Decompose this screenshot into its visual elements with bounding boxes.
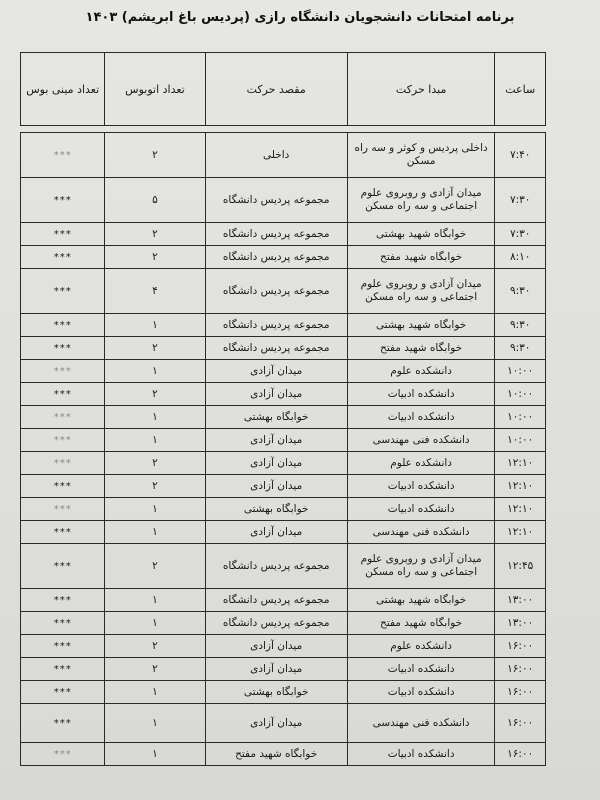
bus-count-cell: ۲ (105, 475, 205, 498)
minibus-placeholder: *** (53, 434, 72, 446)
time-cell: ۱۰:۰۰ (495, 360, 546, 383)
table-row (21, 246, 546, 269)
table-row (21, 743, 546, 766)
minibus-placeholder: *** (53, 194, 72, 206)
time-cell: ۸:۱۰ (495, 246, 546, 269)
header-time: ساعت (495, 53, 546, 126)
minibus-placeholder: *** (53, 640, 72, 652)
page-title: برنامه امتحانات دانشجویان دانشگاه رازی (پردیس باغ ابریشم) ۱۴۰۳ (85, 10, 515, 25)
bus-count-cell: ۲ (105, 544, 205, 589)
time-cell: ۱۲:۱۰ (495, 475, 546, 498)
time-cell: ۱۶:۰۰ (495, 681, 546, 704)
destination-cell: میدان آزادی (205, 521, 347, 544)
table-row (21, 269, 546, 314)
destination-cell: میدان آزادی (205, 383, 347, 406)
bus-count-cell: ۱ (105, 589, 205, 612)
header-bus-count: تعداد اتوبوس (105, 53, 205, 126)
minibus-count-cell (21, 681, 105, 704)
minibus-placeholder: *** (53, 526, 72, 538)
bus-count-cell: ۱ (105, 429, 205, 452)
destination-cell: مجموعه پردیس دانشگاه (205, 178, 347, 223)
time-cell: ۱۳:۰۰ (495, 589, 546, 612)
time-cell: ۱۲:۱۰ (495, 452, 546, 475)
origin-cell: خوابگاه شهید بهشتی (347, 223, 495, 246)
origin-cell: دانشکده علوم (347, 360, 495, 383)
header-gap (21, 126, 546, 133)
destination-cell: خوابگاه بهشتی (205, 406, 347, 429)
destination-cell: میدان آزادی (205, 658, 347, 681)
minibus-placeholder: *** (53, 663, 72, 675)
time-cell: ۱۰:۰۰ (495, 406, 546, 429)
minibus-count-cell (21, 658, 105, 681)
minibus-count-cell (21, 612, 105, 635)
origin-cell: میدان آزادی و روبروی علوم اجتماعی و سه راه مسکن (347, 269, 495, 314)
bus-count-cell: ۲ (105, 337, 205, 360)
destination-cell: مجموعه پردیس دانشگاه (205, 544, 347, 589)
minibus-placeholder: *** (53, 457, 72, 469)
minibus-placeholder: *** (53, 285, 72, 297)
gap-cell (21, 126, 546, 133)
table-row (21, 635, 546, 658)
bus-count-cell: ۲ (105, 658, 205, 681)
bus-count-cell: ۵ (105, 178, 205, 223)
bus-count-cell: ۱ (105, 704, 205, 743)
table-row (21, 178, 546, 223)
destination-cell: داخلی (205, 133, 347, 178)
table-row (21, 133, 546, 178)
time-cell: ۱۰:۰۰ (495, 383, 546, 406)
bus-count-cell: ۲ (105, 246, 205, 269)
table-row (21, 383, 546, 406)
minibus-count-cell (21, 743, 105, 766)
origin-cell: دانشکده فنی مهندسی (347, 429, 495, 452)
origin-cell: داخلی پردیس و کوثر و سه راه مسکن (347, 133, 495, 178)
table-row (21, 658, 546, 681)
destination-cell: میدان آزادی (205, 429, 347, 452)
origin-cell: دانشکده علوم (347, 452, 495, 475)
origin-cell: خوابگاه شهید مفتح (347, 337, 495, 360)
destination-cell: خوابگاه شهید مفتح (205, 743, 347, 766)
destination-cell: مجموعه پردیس دانشگاه (205, 269, 347, 314)
origin-cell: دانشکده ادبیات (347, 498, 495, 521)
destination-cell: مجموعه پردیس دانشگاه (205, 314, 347, 337)
schedule-table (20, 52, 546, 766)
origin-cell: دانشکده ادبیات (347, 743, 495, 766)
time-cell: ۷:۳۰ (495, 223, 546, 246)
minibus-count-cell (21, 704, 105, 743)
minibus-placeholder: *** (53, 411, 72, 423)
minibus-count-cell (21, 223, 105, 246)
bus-count-cell: ۱ (105, 314, 205, 337)
bus-count-cell: ۲ (105, 383, 205, 406)
origin-cell: دانشکده ادبیات (347, 383, 495, 406)
time-cell: ۹:۳۰ (495, 337, 546, 360)
table-row (21, 314, 546, 337)
minibus-count-cell (21, 178, 105, 223)
table-row (21, 612, 546, 635)
minibus-count-cell (21, 429, 105, 452)
origin-cell: خوابگاه شهید بهشتی (347, 314, 495, 337)
time-cell: ۱۲:۱۰ (495, 521, 546, 544)
minibus-count-cell (21, 589, 105, 612)
destination-cell: مجموعه پردیس دانشگاه (205, 612, 347, 635)
table-row (21, 498, 546, 521)
destination-cell: میدان آزادی (205, 704, 347, 743)
minibus-count-cell (21, 383, 105, 406)
table-row (21, 704, 546, 743)
minibus-count-cell (21, 360, 105, 383)
table-row (21, 360, 546, 383)
destination-cell: میدان آزادی (205, 360, 347, 383)
table-row (21, 589, 546, 612)
time-cell: ۹:۳۰ (495, 269, 546, 314)
time-cell: ۱۲:۴۵ (495, 544, 546, 589)
bus-count-cell: ۴ (105, 269, 205, 314)
header-row (21, 53, 546, 126)
bus-count-cell: ۱ (105, 612, 205, 635)
minibus-count-cell (21, 406, 105, 429)
destination-cell: خوابگاه بهشتی (205, 681, 347, 704)
origin-cell: خوابگاه شهید بهشتی (347, 589, 495, 612)
destination-cell: خوابگاه بهشتی (205, 498, 347, 521)
time-cell: ۷:۳۰ (495, 178, 546, 223)
origin-cell: دانشکده علوم (347, 635, 495, 658)
bus-count-cell: ۱ (105, 743, 205, 766)
minibus-placeholder: *** (53, 319, 72, 331)
destination-cell: میدان آزادی (205, 635, 347, 658)
minibus-placeholder: *** (53, 748, 72, 760)
time-cell: ۱۰:۰۰ (495, 429, 546, 452)
minibus-placeholder: *** (53, 388, 72, 400)
minibus-placeholder: *** (53, 342, 72, 354)
minibus-count-cell (21, 475, 105, 498)
time-cell: ۱۶:۰۰ (495, 743, 546, 766)
minibus-count-cell (21, 498, 105, 521)
time-cell: ۷:۴۰ (495, 133, 546, 178)
table-row (21, 406, 546, 429)
origin-cell: میدان آزادی و روبروی علوم اجتماعی و سه راه مسکن (347, 544, 495, 589)
origin-cell: دانشکده ادبیات (347, 658, 495, 681)
minibus-placeholder: *** (53, 480, 72, 492)
origin-cell: دانشکده ادبیات (347, 475, 495, 498)
table-row (21, 337, 546, 360)
bus-count-cell: ۱ (105, 521, 205, 544)
time-cell: ۱۳:۰۰ (495, 612, 546, 635)
minibus-count-cell (21, 521, 105, 544)
minibus-count-cell (21, 246, 105, 269)
destination-cell: مجموعه پردیس دانشگاه (205, 223, 347, 246)
time-cell: ۱۶:۰۰ (495, 635, 546, 658)
header-destination: مقصد حرکت (205, 53, 347, 126)
table-row (21, 223, 546, 246)
bus-count-cell: ۱ (105, 406, 205, 429)
table-row (21, 475, 546, 498)
minibus-count-cell (21, 544, 105, 589)
destination-cell: مجموعه پردیس دانشگاه (205, 246, 347, 269)
origin-cell: میدان آزادی و روبروی علوم اجتماعی و سه راه مسکن (347, 178, 495, 223)
schedule-body (21, 126, 546, 766)
minibus-placeholder: *** (53, 717, 72, 729)
origin-cell: خوابگاه شهید مفتح (347, 612, 495, 635)
bus-count-cell: ۲ (105, 635, 205, 658)
minibus-placeholder: *** (53, 503, 72, 515)
origin-cell: دانشکده ادبیات (347, 406, 495, 429)
time-cell: ۱۲:۱۰ (495, 498, 546, 521)
bus-count-cell: ۱ (105, 498, 205, 521)
bus-count-cell: ۱ (105, 360, 205, 383)
minibus-count-cell (21, 133, 105, 178)
origin-cell: دانشکده فنی مهندسی (347, 521, 495, 544)
minibus-count-cell (21, 337, 105, 360)
minibus-count-cell (21, 452, 105, 475)
minibus-placeholder: *** (53, 686, 72, 698)
minibus-placeholder: *** (53, 560, 72, 572)
minibus-count-cell (21, 635, 105, 658)
header-minibus-count: تعداد مینی بوس (21, 53, 105, 126)
bus-count-cell: ۲ (105, 452, 205, 475)
table-row (21, 544, 546, 589)
destination-cell: مجموعه پردیس دانشگاه (205, 337, 347, 360)
origin-cell: دانشکده فنی مهندسی (347, 704, 495, 743)
table-row (21, 452, 546, 475)
table-row (21, 521, 546, 544)
header-origin: مبدا حرکت (347, 53, 495, 126)
time-cell: ۱۶:۰۰ (495, 704, 546, 743)
minibus-placeholder: *** (53, 365, 72, 377)
origin-cell: دانشکده ادبیات (347, 681, 495, 704)
table-row (21, 429, 546, 452)
time-cell: ۱۶:۰۰ (495, 658, 546, 681)
minibus-count-cell (21, 269, 105, 314)
minibus-placeholder: *** (53, 594, 72, 606)
minibus-placeholder: *** (53, 617, 72, 629)
minibus-placeholder: *** (53, 251, 72, 263)
table-row (21, 681, 546, 704)
origin-cell: خوابگاه شهید مفتح (347, 246, 495, 269)
destination-cell: مجموعه پردیس دانشگاه (205, 589, 347, 612)
time-cell: ۹:۳۰ (495, 314, 546, 337)
bus-count-cell: ۱ (105, 681, 205, 704)
minibus-count-cell (21, 314, 105, 337)
bus-count-cell: ۲ (105, 223, 205, 246)
minibus-placeholder: *** (53, 228, 72, 240)
destination-cell: میدان آزادی (205, 475, 347, 498)
destination-cell: میدان آزادی (205, 452, 347, 475)
minibus-placeholder: *** (53, 149, 72, 161)
bus-count-cell: ۲ (105, 133, 205, 178)
